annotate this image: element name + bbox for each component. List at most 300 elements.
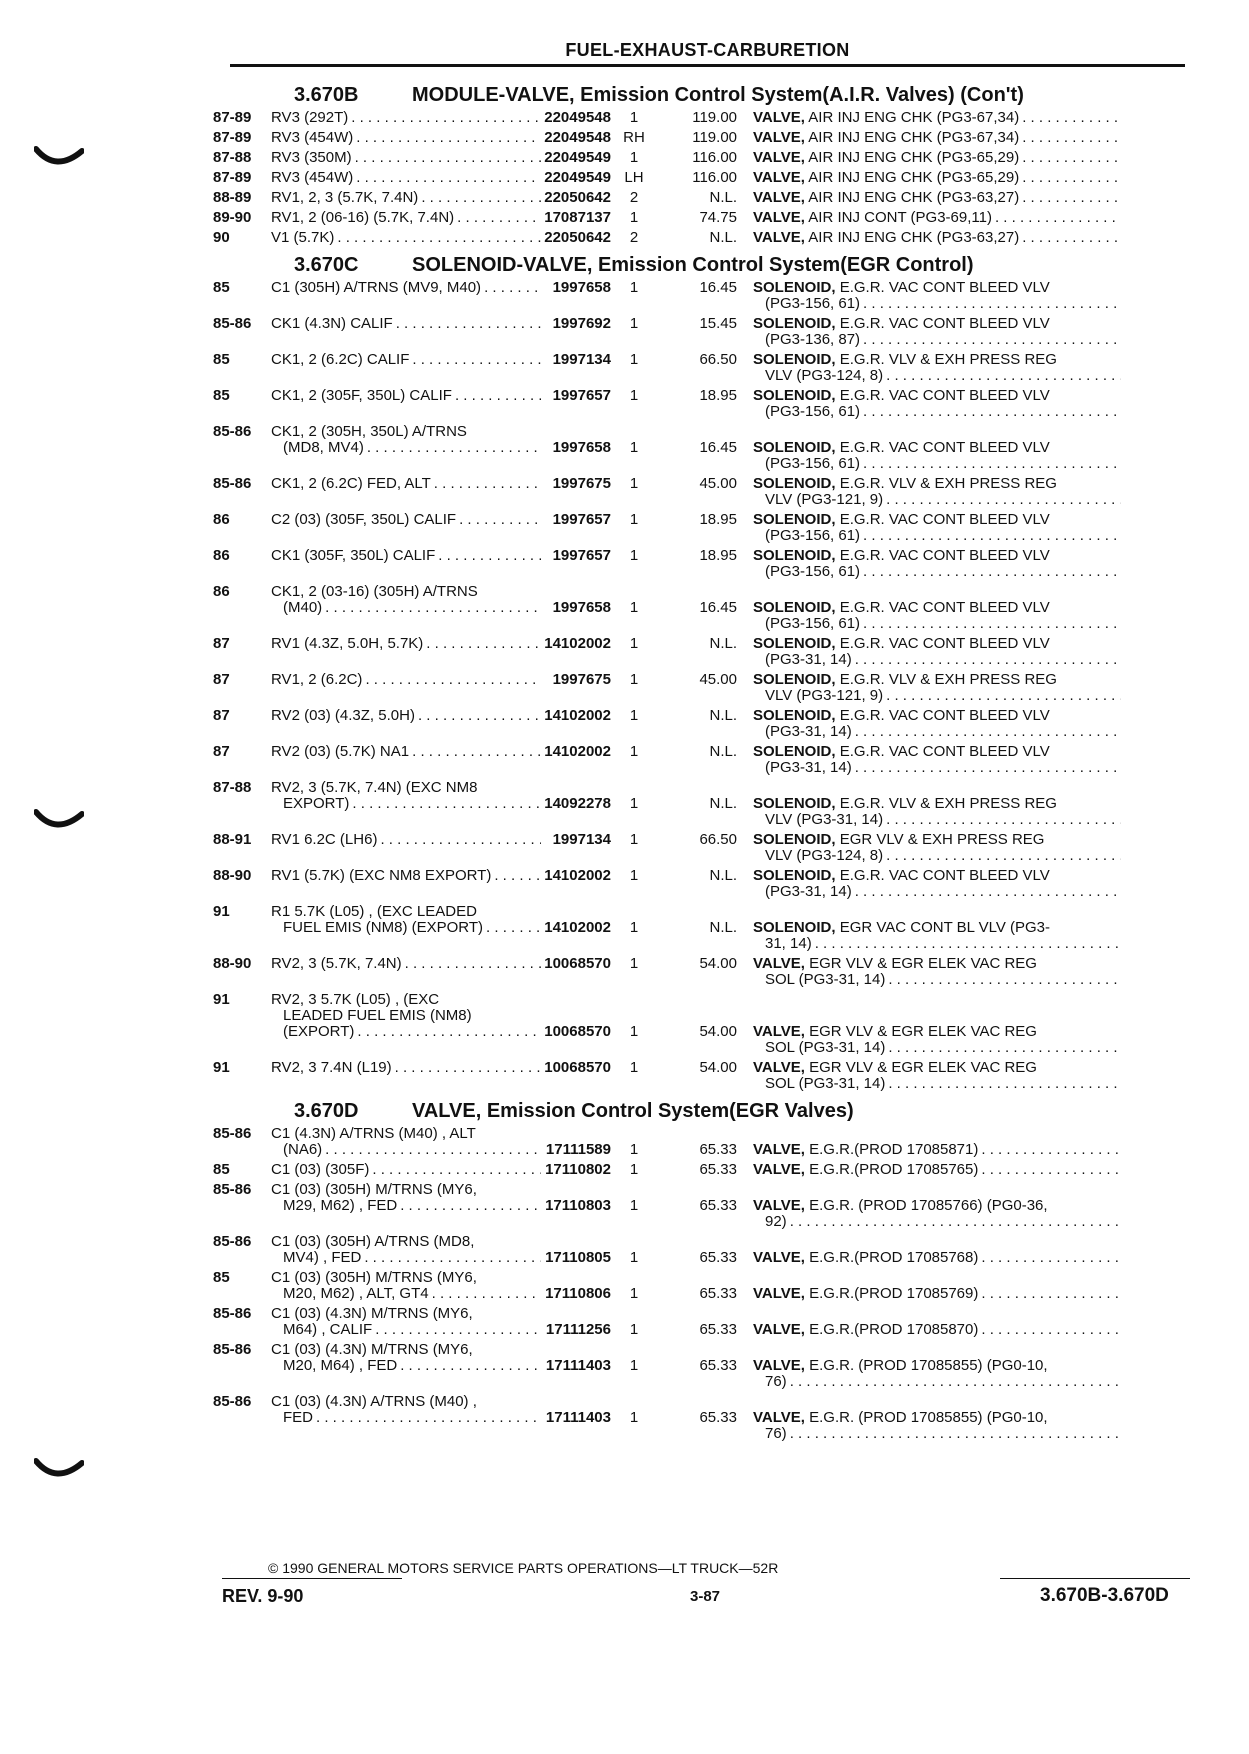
remark bbox=[753, 904, 1121, 952]
description-line bbox=[271, 110, 541, 126]
description-line-text: C1 (03) (305F) bbox=[271, 1162, 370, 1178]
remark-type: SOLENOID, bbox=[753, 388, 836, 404]
part-number bbox=[541, 316, 611, 348]
remark-line bbox=[753, 388, 1121, 404]
spacer bbox=[611, 424, 657, 440]
table-row bbox=[213, 170, 1193, 190]
spacer bbox=[657, 424, 737, 440]
spacer bbox=[753, 1270, 1121, 1286]
section-range: 3.670B-3.670D bbox=[1040, 1585, 1169, 1606]
remark-type: VALVE, bbox=[753, 1060, 805, 1076]
price-value: 54.00 bbox=[699, 955, 737, 972]
description-line bbox=[271, 316, 541, 332]
description bbox=[271, 992, 541, 1056]
remark-line bbox=[753, 812, 1121, 828]
dot-leader bbox=[855, 724, 1121, 740]
remark-type: VALVE, bbox=[753, 1162, 805, 1178]
price-value: N.L. bbox=[709, 867, 737, 884]
part-number bbox=[541, 548, 611, 580]
quantity-value: 1 bbox=[629, 1161, 639, 1178]
remark-text: E.G.R. VLV & EXH PRESS REG bbox=[839, 476, 1057, 492]
part-number bbox=[541, 210, 611, 226]
quantity-value: 1 bbox=[629, 109, 639, 126]
quantity bbox=[611, 904, 657, 952]
remark-type: VALVE, bbox=[753, 1322, 805, 1338]
description-line bbox=[271, 1410, 541, 1426]
remark-line bbox=[753, 920, 1121, 936]
table-row bbox=[213, 130, 1193, 150]
remark-line bbox=[753, 868, 1121, 884]
spacer bbox=[753, 904, 1121, 920]
description-line-text: CK1, 2 (6.2C) CALIF bbox=[271, 352, 410, 368]
description-line-text: CK1, 2 (6.2C) FED, ALT bbox=[271, 476, 431, 492]
spacer bbox=[753, 1182, 1121, 1198]
spacer bbox=[753, 1306, 1121, 1322]
spacer bbox=[657, 1234, 737, 1250]
quantity-value: 1 bbox=[629, 635, 639, 652]
price-value: 54.00 bbox=[699, 1059, 737, 1076]
description-line-text: CK1 (305F, 350L) CALIF bbox=[271, 548, 436, 564]
description-line: RV2, 3 (5.7K, 7.4N) (EXC NM8 bbox=[271, 779, 478, 796]
dot-leader bbox=[494, 868, 541, 884]
price bbox=[657, 190, 737, 206]
remark bbox=[753, 672, 1121, 704]
binder-hole-icon bbox=[34, 145, 84, 175]
remark-text: E.G.R. VAC CONT BLEED VLV bbox=[839, 744, 1050, 760]
remark-head bbox=[753, 672, 1057, 688]
price bbox=[657, 512, 737, 544]
price bbox=[657, 316, 737, 348]
table-row bbox=[213, 992, 1193, 1060]
remark-line bbox=[753, 936, 1121, 952]
spacer bbox=[657, 1270, 737, 1286]
remark-head bbox=[753, 600, 1050, 616]
description-line-text: CK1, 2 (305F, 350L) CALIF bbox=[271, 388, 452, 404]
spacer bbox=[753, 992, 1121, 1008]
remark-text: EGR VLV & EXH PRESS REG bbox=[839, 832, 1045, 848]
spacer bbox=[753, 780, 1121, 796]
part-number-value: 17110802 bbox=[545, 1161, 611, 1178]
remark-line bbox=[753, 564, 1121, 580]
remark-type: SOLENOID, bbox=[753, 832, 836, 848]
price bbox=[657, 150, 737, 166]
dot-leader bbox=[372, 1162, 541, 1178]
dot-leader bbox=[457, 210, 541, 226]
price bbox=[657, 388, 737, 420]
spacer bbox=[753, 1234, 1121, 1250]
description bbox=[271, 868, 541, 900]
dot-leader bbox=[863, 296, 1121, 312]
part-number-value: 22049548 bbox=[544, 109, 611, 126]
part-number-value: 17110805 bbox=[545, 1249, 611, 1266]
dot-leader bbox=[400, 1198, 541, 1214]
remark-type: SOLENOID, bbox=[753, 352, 836, 368]
remark-type: SOLENOID, bbox=[753, 316, 836, 332]
model-year: 86 bbox=[213, 583, 230, 600]
part-number-value: 14102002 bbox=[544, 867, 611, 884]
description-line: C1 (03) (4.3N) M/TRNS (MY6, bbox=[271, 1305, 473, 1322]
remark-line bbox=[753, 210, 1121, 226]
spacer bbox=[541, 780, 611, 796]
spacer bbox=[611, 1126, 657, 1142]
quantity bbox=[611, 210, 657, 226]
remark-line bbox=[753, 230, 1121, 246]
description bbox=[271, 832, 541, 864]
price-value: 65.33 bbox=[699, 1321, 737, 1338]
quantity bbox=[611, 584, 657, 632]
table-row bbox=[213, 1342, 1193, 1394]
part-number-value: 1997658 bbox=[552, 279, 611, 296]
remark-text: AIR INJ CONT (PG3-69,11) bbox=[808, 210, 992, 226]
description bbox=[271, 388, 541, 420]
dot-leader bbox=[364, 1250, 541, 1266]
price bbox=[657, 110, 737, 126]
remark-text: E.G.R. VAC CONT BLEED VLV bbox=[839, 440, 1050, 456]
spacer bbox=[611, 584, 657, 600]
dot-leader bbox=[418, 708, 541, 724]
spacer bbox=[541, 904, 611, 920]
description-line bbox=[271, 170, 541, 186]
remark-line bbox=[753, 724, 1121, 740]
description-line bbox=[271, 796, 541, 812]
quantity bbox=[611, 548, 657, 580]
remark-line bbox=[753, 1076, 1121, 1092]
model-year: 85-86 bbox=[213, 1233, 252, 1250]
model-year: 85-86 bbox=[213, 475, 252, 492]
remark-line bbox=[753, 130, 1121, 146]
description bbox=[271, 780, 541, 828]
remark-type: SOLENOID, bbox=[753, 512, 836, 528]
description bbox=[271, 1126, 541, 1158]
remark-text: E.G.R. VLV & EXH PRESS REG bbox=[839, 672, 1057, 688]
dot-leader bbox=[981, 1286, 1121, 1302]
part-number-value: 1997134 bbox=[552, 831, 611, 848]
model-year: 87-89 bbox=[213, 169, 252, 186]
part-number bbox=[541, 868, 611, 900]
description-line bbox=[271, 956, 541, 972]
price-value: N.L. bbox=[709, 635, 737, 652]
part-number bbox=[541, 780, 611, 828]
remark-text: AIR INJ ENG CHK (PG3-67,34) bbox=[808, 130, 1020, 146]
section-heading bbox=[213, 250, 1193, 280]
model-year: 85 bbox=[213, 387, 230, 404]
remark bbox=[753, 780, 1121, 828]
quantity-value: 1 bbox=[629, 547, 639, 564]
price bbox=[657, 476, 737, 508]
price bbox=[657, 280, 737, 312]
description-line bbox=[271, 130, 541, 146]
spacer bbox=[657, 904, 737, 920]
description bbox=[271, 210, 541, 226]
description-line: C1 (03) (305H) A/TRNS (MD8, bbox=[271, 1233, 475, 1250]
remark-line-text: SOL (PG3-31, 14) bbox=[765, 1076, 886, 1092]
price-value: N.L. bbox=[709, 919, 737, 936]
remark-line bbox=[753, 1142, 1121, 1158]
part-number bbox=[541, 190, 611, 206]
spacer bbox=[541, 584, 611, 600]
dot-leader bbox=[380, 832, 541, 848]
remark-head bbox=[753, 316, 1050, 332]
spacer bbox=[657, 1008, 737, 1024]
quantity-value: 1 bbox=[629, 1409, 639, 1426]
table-row bbox=[213, 512, 1193, 548]
remark-line bbox=[753, 316, 1121, 332]
description bbox=[271, 280, 541, 312]
spacer bbox=[657, 1394, 737, 1410]
remark-text: AIR INJ ENG CHK (PG3-67,34) bbox=[808, 110, 1020, 126]
dot-leader bbox=[400, 1358, 541, 1374]
part-number-value: 1997134 bbox=[552, 351, 611, 368]
quantity-value: 1 bbox=[629, 867, 639, 884]
description-line: R1 5.7K (L05) , (EXC LEADED bbox=[271, 903, 477, 920]
remark-line bbox=[753, 440, 1121, 456]
quantity-value: 1 bbox=[629, 955, 639, 972]
remark bbox=[753, 548, 1121, 580]
model-year: 85-86 bbox=[213, 1125, 252, 1142]
spacer bbox=[541, 1394, 611, 1410]
dot-leader bbox=[421, 190, 541, 206]
description-line-text: RV1 (4.3Z, 5.0H, 5.7K) bbox=[271, 636, 424, 652]
dot-leader bbox=[981, 1162, 1121, 1178]
remark-line-text: VLV (PG3-124, 8) bbox=[765, 848, 884, 864]
remark bbox=[753, 1270, 1121, 1302]
remark bbox=[753, 230, 1121, 246]
remark-line-text: 92) bbox=[765, 1214, 787, 1230]
remark-text: EGR VLV & EGR ELEK VAC REG bbox=[809, 956, 1037, 972]
description bbox=[271, 904, 541, 952]
description bbox=[271, 636, 541, 668]
price-value: 65.33 bbox=[699, 1197, 737, 1214]
section-title: SOLENOID-VALVE, Emission Control System(EGR Control) bbox=[412, 254, 974, 276]
quantity-value: 1 bbox=[629, 795, 639, 812]
description-line bbox=[271, 708, 541, 724]
remark-head bbox=[753, 352, 1057, 368]
remark-line-text: (PG3-136, 87) bbox=[765, 332, 861, 348]
quantity bbox=[611, 476, 657, 508]
description bbox=[271, 1394, 541, 1442]
remark bbox=[753, 744, 1121, 776]
quantity-value: 2 bbox=[629, 229, 639, 246]
quantity-value: 1 bbox=[629, 149, 639, 166]
price-value: 119.00 bbox=[692, 129, 737, 146]
page-number: 3-87 bbox=[690, 1588, 721, 1605]
remark-line-text: (PG3-156, 61) bbox=[765, 404, 861, 420]
dot-leader bbox=[815, 936, 1121, 952]
description bbox=[271, 110, 541, 126]
price-value: 65.33 bbox=[699, 1161, 737, 1178]
remark-head bbox=[753, 708, 1050, 724]
part-number bbox=[541, 230, 611, 246]
remark-text: E.G.R. VAC CONT BLEED VLV bbox=[839, 708, 1050, 724]
quantity-value: 1 bbox=[629, 599, 639, 616]
model-year: 85-86 bbox=[213, 1341, 252, 1358]
remark-type: SOLENOID, bbox=[753, 868, 836, 884]
table-row bbox=[213, 1060, 1193, 1096]
dot-leader bbox=[888, 972, 1121, 988]
remark-text: E.G.R. VAC CONT BLEED VLV bbox=[839, 512, 1050, 528]
quantity bbox=[611, 1060, 657, 1092]
dot-leader bbox=[316, 1410, 541, 1426]
part-number-value: 22049549 bbox=[544, 149, 611, 166]
description-line-text: C2 (03) (305F, 350L) CALIF bbox=[271, 512, 457, 528]
description-line bbox=[271, 1142, 541, 1158]
section-3-670D bbox=[213, 1096, 1193, 1446]
spacer bbox=[611, 1270, 657, 1286]
price-value: 66.50 bbox=[699, 831, 737, 848]
description-line-text: MV4) , FED bbox=[283, 1250, 362, 1266]
remark-line bbox=[753, 404, 1121, 420]
description-line: LEADED FUEL EMIS (NM8) bbox=[283, 1007, 472, 1024]
model-year: 87-89 bbox=[213, 109, 252, 126]
price bbox=[657, 1162, 737, 1178]
part-number-value: 14092278 bbox=[544, 795, 611, 812]
dot-leader bbox=[863, 404, 1121, 420]
spacer bbox=[611, 1234, 657, 1250]
table-row bbox=[213, 424, 1193, 476]
part-number bbox=[541, 956, 611, 988]
remark-type: VALVE, bbox=[753, 1250, 805, 1266]
remark-line bbox=[753, 1286, 1121, 1302]
price bbox=[657, 744, 737, 776]
part-number bbox=[541, 832, 611, 864]
remark-line-text: SOL (PG3-31, 14) bbox=[765, 1040, 886, 1056]
part-number-value: 14102002 bbox=[544, 635, 611, 652]
dot-leader bbox=[455, 388, 541, 404]
remark-line bbox=[753, 1250, 1121, 1266]
section-title: VALVE, Emission Control System(EGR Valves) bbox=[412, 1100, 854, 1122]
remark-line bbox=[753, 688, 1121, 704]
description-line bbox=[271, 190, 541, 206]
spacer bbox=[753, 1008, 1121, 1024]
table-row bbox=[213, 230, 1193, 250]
remark-line bbox=[753, 1040, 1121, 1056]
remark-line bbox=[753, 1322, 1121, 1338]
model-year: 85-86 bbox=[213, 1305, 252, 1322]
description-line bbox=[271, 280, 541, 296]
dot-leader bbox=[412, 744, 541, 760]
part-number bbox=[541, 1394, 611, 1442]
description-line bbox=[271, 388, 541, 404]
model-year: 85-86 bbox=[213, 423, 252, 440]
description-line-text: V1 (5.7K) bbox=[271, 230, 335, 246]
remark-type: SOLENOID, bbox=[753, 796, 836, 812]
remark bbox=[753, 130, 1121, 146]
quantity-value: 1 bbox=[629, 1285, 639, 1302]
remark-line bbox=[753, 1198, 1121, 1214]
model-year: 86 bbox=[213, 547, 230, 564]
remark bbox=[753, 832, 1121, 864]
quantity bbox=[611, 636, 657, 668]
dot-leader bbox=[790, 1426, 1121, 1442]
remark-type: SOLENOID, bbox=[753, 672, 836, 688]
description-line bbox=[271, 868, 541, 884]
table-row bbox=[213, 1394, 1193, 1446]
part-number bbox=[541, 388, 611, 420]
quantity-value: 1 bbox=[629, 315, 639, 332]
price-value: 45.00 bbox=[699, 671, 737, 688]
model-year: 85-86 bbox=[213, 1393, 252, 1410]
part-number bbox=[541, 150, 611, 166]
quantity-value: 1 bbox=[629, 1141, 639, 1158]
description-line bbox=[271, 476, 541, 492]
remark-head bbox=[753, 636, 1050, 652]
price bbox=[657, 1234, 737, 1266]
description-line-text: RV2, 3 7.4N (L19) bbox=[271, 1060, 392, 1076]
remark-line bbox=[753, 884, 1121, 900]
quantity bbox=[611, 512, 657, 544]
dot-leader bbox=[352, 796, 541, 812]
quantity bbox=[611, 170, 657, 186]
description-line bbox=[271, 440, 541, 456]
remark-type: SOLENOID, bbox=[753, 600, 836, 616]
quantity-value: RH bbox=[623, 129, 645, 146]
remark-text: E.G.R. VAC CONT BLEED VLV bbox=[839, 548, 1050, 564]
remark-line bbox=[753, 760, 1121, 776]
remark bbox=[753, 584, 1121, 632]
description-line bbox=[271, 150, 541, 166]
description-line-text: RV2 (03) (4.3Z, 5.0H) bbox=[271, 708, 415, 724]
price-value: 66.50 bbox=[699, 351, 737, 368]
quantity-value: 1 bbox=[629, 279, 639, 296]
remark-type: VALVE, bbox=[753, 190, 805, 206]
price-value: N.L. bbox=[709, 707, 737, 724]
remark-head bbox=[753, 796, 1057, 812]
model-year: 85-86 bbox=[213, 1181, 252, 1198]
description-line-text: RV1 6.2C (LH6) bbox=[271, 832, 378, 848]
dot-leader bbox=[855, 884, 1121, 900]
remark-line bbox=[753, 352, 1121, 368]
section-3-670C bbox=[213, 250, 1193, 1096]
dot-leader bbox=[863, 616, 1121, 632]
part-number bbox=[541, 708, 611, 740]
remark-type: VALVE, bbox=[753, 956, 805, 972]
remark-line bbox=[753, 848, 1121, 864]
table-row bbox=[213, 708, 1193, 744]
dot-leader bbox=[886, 368, 1121, 384]
part-number-value: 17111256 bbox=[545, 1321, 611, 1338]
part-number bbox=[541, 1126, 611, 1158]
dot-leader bbox=[981, 1322, 1121, 1338]
part-number-value: 22049548 bbox=[544, 129, 611, 146]
description bbox=[271, 512, 541, 544]
revision-label: REV. 9-90 bbox=[222, 1586, 304, 1606]
remark bbox=[753, 1342, 1121, 1390]
quantity bbox=[611, 424, 657, 472]
price bbox=[657, 636, 737, 668]
description-line: CK1, 2 (305H, 350L) A/TRNS bbox=[271, 423, 467, 440]
description bbox=[271, 1182, 541, 1230]
model-year: 85 bbox=[213, 1161, 230, 1178]
description bbox=[271, 584, 541, 632]
price bbox=[657, 170, 737, 186]
part-number-value: 1997658 bbox=[552, 599, 611, 616]
spacer bbox=[753, 1126, 1121, 1142]
description-line-text: RV2 (03) (5.7K) NA1 bbox=[271, 744, 410, 760]
remark-head bbox=[753, 548, 1050, 564]
remark-text: E.G.R. VAC CONT BLEED VLV bbox=[839, 280, 1050, 296]
quantity bbox=[611, 280, 657, 312]
price-value: 16.45 bbox=[699, 279, 737, 296]
remark bbox=[753, 708, 1121, 740]
dot-leader bbox=[1022, 150, 1121, 166]
description-line-text: M64) , CALIF bbox=[283, 1322, 373, 1338]
remark-line-text: (PG3-156, 61) bbox=[765, 296, 861, 312]
spacer bbox=[611, 1394, 657, 1410]
remark-line-text: VLV (PG3-121, 9) bbox=[765, 688, 884, 704]
remark-line bbox=[753, 1374, 1121, 1390]
description bbox=[271, 230, 541, 246]
quantity-value: 2 bbox=[629, 189, 639, 206]
